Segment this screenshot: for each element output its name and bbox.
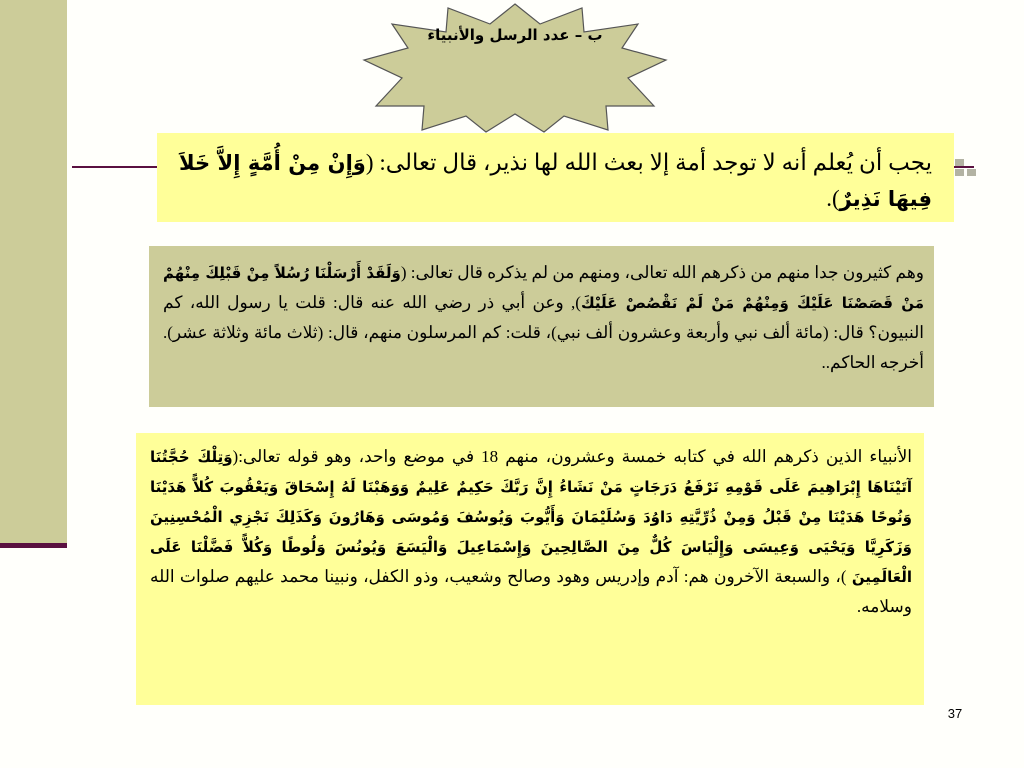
slide-title: ب – عدد الرسل والأنبياء	[427, 26, 603, 44]
box3-outro: )، والسبعة الآخرون هم: آدم وإدريس وهود وصالح وشعيب، وذو الكفل، ونبينا محمد عليهم صلوات الله وسلامه.	[150, 567, 912, 616]
title-divider-left	[72, 166, 157, 168]
box1-outro: ).	[826, 186, 840, 211]
box1-intro: يجب أن يُعلم أنه لا توجد أمة إلا بعث الله لها نذير، قال تعالى: (	[365, 150, 932, 175]
side-bar-divider	[0, 543, 67, 548]
box2-intro: وهم كثيرون جدا منهم من ذكرهم الله تعالى، ومنهم من لم يذكره قال تعالى: (	[400, 263, 925, 282]
text-box-count	[149, 246, 934, 407]
box1-verse: وَإِنْ مِنْ أُمَّةٍ إِلاَّ خَلاَ فِيهَا نَذِيرٌ	[179, 151, 932, 211]
box3-verse: وَتِلْكَ حُجَّتُنَا آتَيْنَاهَا إِبْرَاهِيمَ عَلَى قَوْمِهِ نَرْفَعُ دَرَجَاتٍ مَنْ نَشَاءُ إِنَّ رَبَّكَ حَكِيمٌ عَلِيمٌ وَوَهَبْنَا لَهُ إِسْحَاقَ وَيَعْقُوبَ كُلاًّ هَدَيْنَا وَنُوحًا هَدَيْنَا مِنْ قَبْلُ وَمِنْ ذُرِّيَّتِهِ دَاوُدَ وَسُلَيْمَانَ وَأَيُّوبَ وَيُوسُفَ وَمُوسَى وَهَارُونَ وَكَذَلِكَ نَجْزِي الْمُحْسِنِينَ وَزَكَرِيَّا وَيَحْيَى وَعِيسَى وَإِلْيَاسَ كُلٌّ مِنَ الصَّالِحِينَ وَإِسْمَاعِيلَ وَالْيَسَعَ وَيُونُسَ وَلُوطًا وَكُلاًّ فَضَّلْنَا عَلَى الْعَالَمِينَ	[150, 448, 912, 586]
page-number: 37	[947, 706, 963, 721]
box2-outro: ), وعن أبي ذر رضي الله عنه قال: قلت يا رسول الله، كم النبيون؟ قال: (مائة ألف نبي وأربعة وعشرون ألف نبي)، قلت: كم المرسلون منهم، قال: (ثلاث مائة وثلاثة عشر). أخرجه الحاكم..	[163, 293, 924, 372]
title-divider-right	[954, 166, 974, 168]
box3-intro: الأنبياء الذين ذكرهم الله في كتابه خمسة وعشرون، منهم 18 في موضع واحد، وهو قوله تعالى:(	[232, 447, 912, 466]
text-box-prophets-list	[136, 433, 924, 705]
title-star-shape	[360, 2, 670, 134]
text-box-warner	[157, 133, 954, 222]
decorative-side-bar	[0, 0, 67, 548]
box2-verse: وَلَقَدْ أَرْسَلْنَا رُسُلاً مِنْ قَبْلِكَ مِنْهُمْ مَنْ قَصَصْنَا عَلَيْكَ وَمِنْهُمْ مَنْ لَمْ نَقْصُصْ عَلَيْكَ	[163, 264, 924, 312]
